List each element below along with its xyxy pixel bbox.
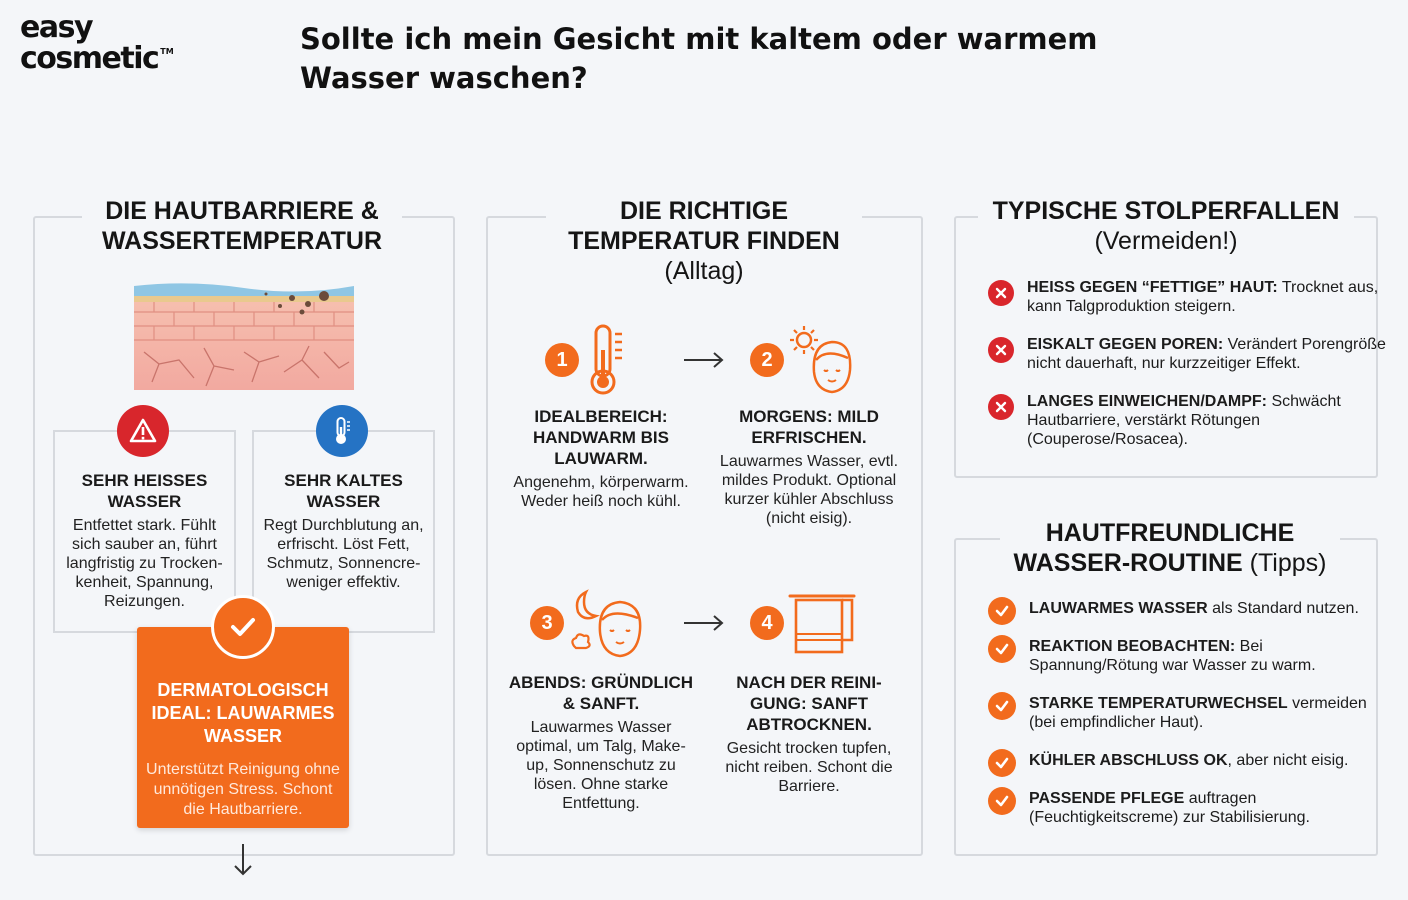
pitfall-3-bold: LANGES EINWEICHEN/DAMPF: (1027, 393, 1267, 410)
step-3-number: 3 (530, 606, 564, 640)
tip-4-text: , aber nicht eisig. (1227, 752, 1349, 769)
step-4-text: Gesicht trocken tupfen, nicht reiben. Schont die Barriere. (725, 740, 893, 795)
check-icon (988, 635, 1016, 663)
check-icon (988, 597, 1016, 625)
face-sun-icon (786, 322, 858, 398)
x-icon (988, 394, 1014, 420)
tip-5-text: auftragen (Feuchtigkeitscreme) zur Stabilisierung. (1029, 790, 1310, 826)
pitfall-2-bold: EISKALT GEGEN POREN: (1027, 336, 1224, 353)
step-2-title: MORGENS: MILD ERFRISCHEN. (739, 407, 879, 447)
pitfall-1-bold: HEISS GEGEN “FETTIGE” HAUT: (1027, 279, 1278, 296)
routine-panel-title: HAUTFREUNDLICHE WASSER-ROUTINE (1013, 519, 1295, 577)
step-1 (506, 406, 696, 511)
logo-line-1: easy (20, 10, 93, 45)
pitfall-3-text: Schwächt Hautbarriere, verstärkt Rötungen (Couperose/Rosacea). (1027, 393, 1341, 448)
step-1-number: 1 (545, 343, 579, 377)
step-2-text: Lauwarmes Wasser, evtl. mildes Produkt. Optional kurzer kühler Abschluss (nicht eisig). (719, 453, 899, 527)
pitfall-2-text: Verändert Porengröße nicht dauerhaft, nur kurzzeitiger Effekt. (1027, 336, 1386, 372)
tip-2-text: Bei Spannung/Rötung war Wasser zu warm. (1029, 638, 1316, 674)
page-title: Sollte ich mein Gesicht mit kaltem oder warmem Wasser waschen? (300, 22, 1098, 95)
cold-water-title: SEHR KALTES WASSER (284, 471, 403, 511)
tip-3-bold: STARKE TEMPERATURWECHSEL (1029, 695, 1288, 712)
hot-water-text: Entfettet stark. Fühlt sich sauber an, führt langfristig zu Trocken-kenheit, Spannung, Reizungen. (66, 517, 223, 610)
step-4-number: 4 (750, 606, 784, 640)
thermometer-cold-icon (316, 405, 368, 457)
step-4-title: NACH DER REINI-GUNG: SANFT ABTROCKNEN. (736, 673, 882, 734)
pitfalls-panel-subtitle: (Vermeiden!) (1094, 227, 1238, 255)
brand-logo[interactable] (20, 10, 180, 76)
step-4 (714, 672, 904, 796)
tip-1-text: als Standard nutzen. (1212, 600, 1359, 617)
x-icon (988, 337, 1014, 363)
hot-water-title: SEHR HEISSES WASSER (81, 471, 208, 511)
step-2-number: 2 (750, 343, 784, 377)
skin-layers-illustration (134, 282, 354, 390)
cold-water-card (252, 430, 435, 633)
face-moon-icon (566, 584, 648, 664)
tip-4-bold: KÜHLER ABSCHLUSS OK (1029, 752, 1228, 769)
temperature-panel-title: DIE RICHTIGE TEMPERATUR FINDEN (568, 197, 840, 255)
routine-panel-subtitle: (Tipps) (1249, 549, 1327, 577)
ideal-text: Unterstützt Reinigung ohne unnötigen Stress. Schont die Hautbarriere. (146, 761, 340, 818)
logo-trademark: TM (160, 47, 174, 56)
tip-5-bold: PASSENDE PFLEGE (1029, 790, 1185, 807)
step-3 (506, 672, 696, 813)
arrow-down-icon (229, 840, 257, 880)
pitfalls-panel-title: TYPISCHE STOLPERFALLEN (992, 197, 1340, 225)
check-icon (211, 595, 275, 659)
step-2 (714, 406, 904, 528)
check-icon (988, 692, 1016, 720)
step-1-text: Angenehm, körperwarm. Weder heiß noch kühl. (513, 474, 689, 510)
thermometer-icon (584, 322, 630, 396)
arrow-right-icon (682, 350, 726, 370)
barrier-panel-title: DIE HAUTBARRIERE & WASSERTEMPERATUR (82, 196, 402, 256)
step-1-title: IDEALBEREICH: HANDWARM BIS LAUWARM. (533, 407, 669, 468)
tip-3-text: vermeiden (bei empfindlicher Haut). (1029, 695, 1367, 731)
step-3-title: ABENDS: GRÜNDLICH & SANFT. (508, 673, 694, 713)
cold-water-text: Regt Durchblutung an, erfrischt. Löst Fett, Schmutz, Sonnencre-weniger effektiv. (263, 517, 424, 591)
hot-water-card (53, 430, 236, 633)
check-icon (988, 787, 1016, 815)
arrow-right-icon (682, 613, 726, 633)
x-icon (988, 280, 1014, 306)
tip-2-bold: REAKTION BEOBACHTEN: (1029, 638, 1236, 655)
towel-icon (786, 590, 858, 656)
step-3-text: Lauwarmes Wasser optimal, um Talg, Make-up, Sonnenschutz zu lösen. Ohne starke Entfettung. (516, 719, 686, 812)
check-icon (988, 749, 1016, 777)
pitfall-1-text: Trocknet aus, kann Talgproduktion steigern. (1027, 279, 1379, 315)
warning-icon (117, 405, 169, 457)
logo-line-2: cosmetic (20, 41, 159, 76)
ideal-title: DERMATOLOGISCH IDEAL: LAUWARMES WASSER (151, 680, 335, 746)
tip-1-bold: LAUWARMES WASSER (1029, 600, 1208, 617)
temperature-panel-subtitle: (Alltag) (664, 257, 744, 285)
